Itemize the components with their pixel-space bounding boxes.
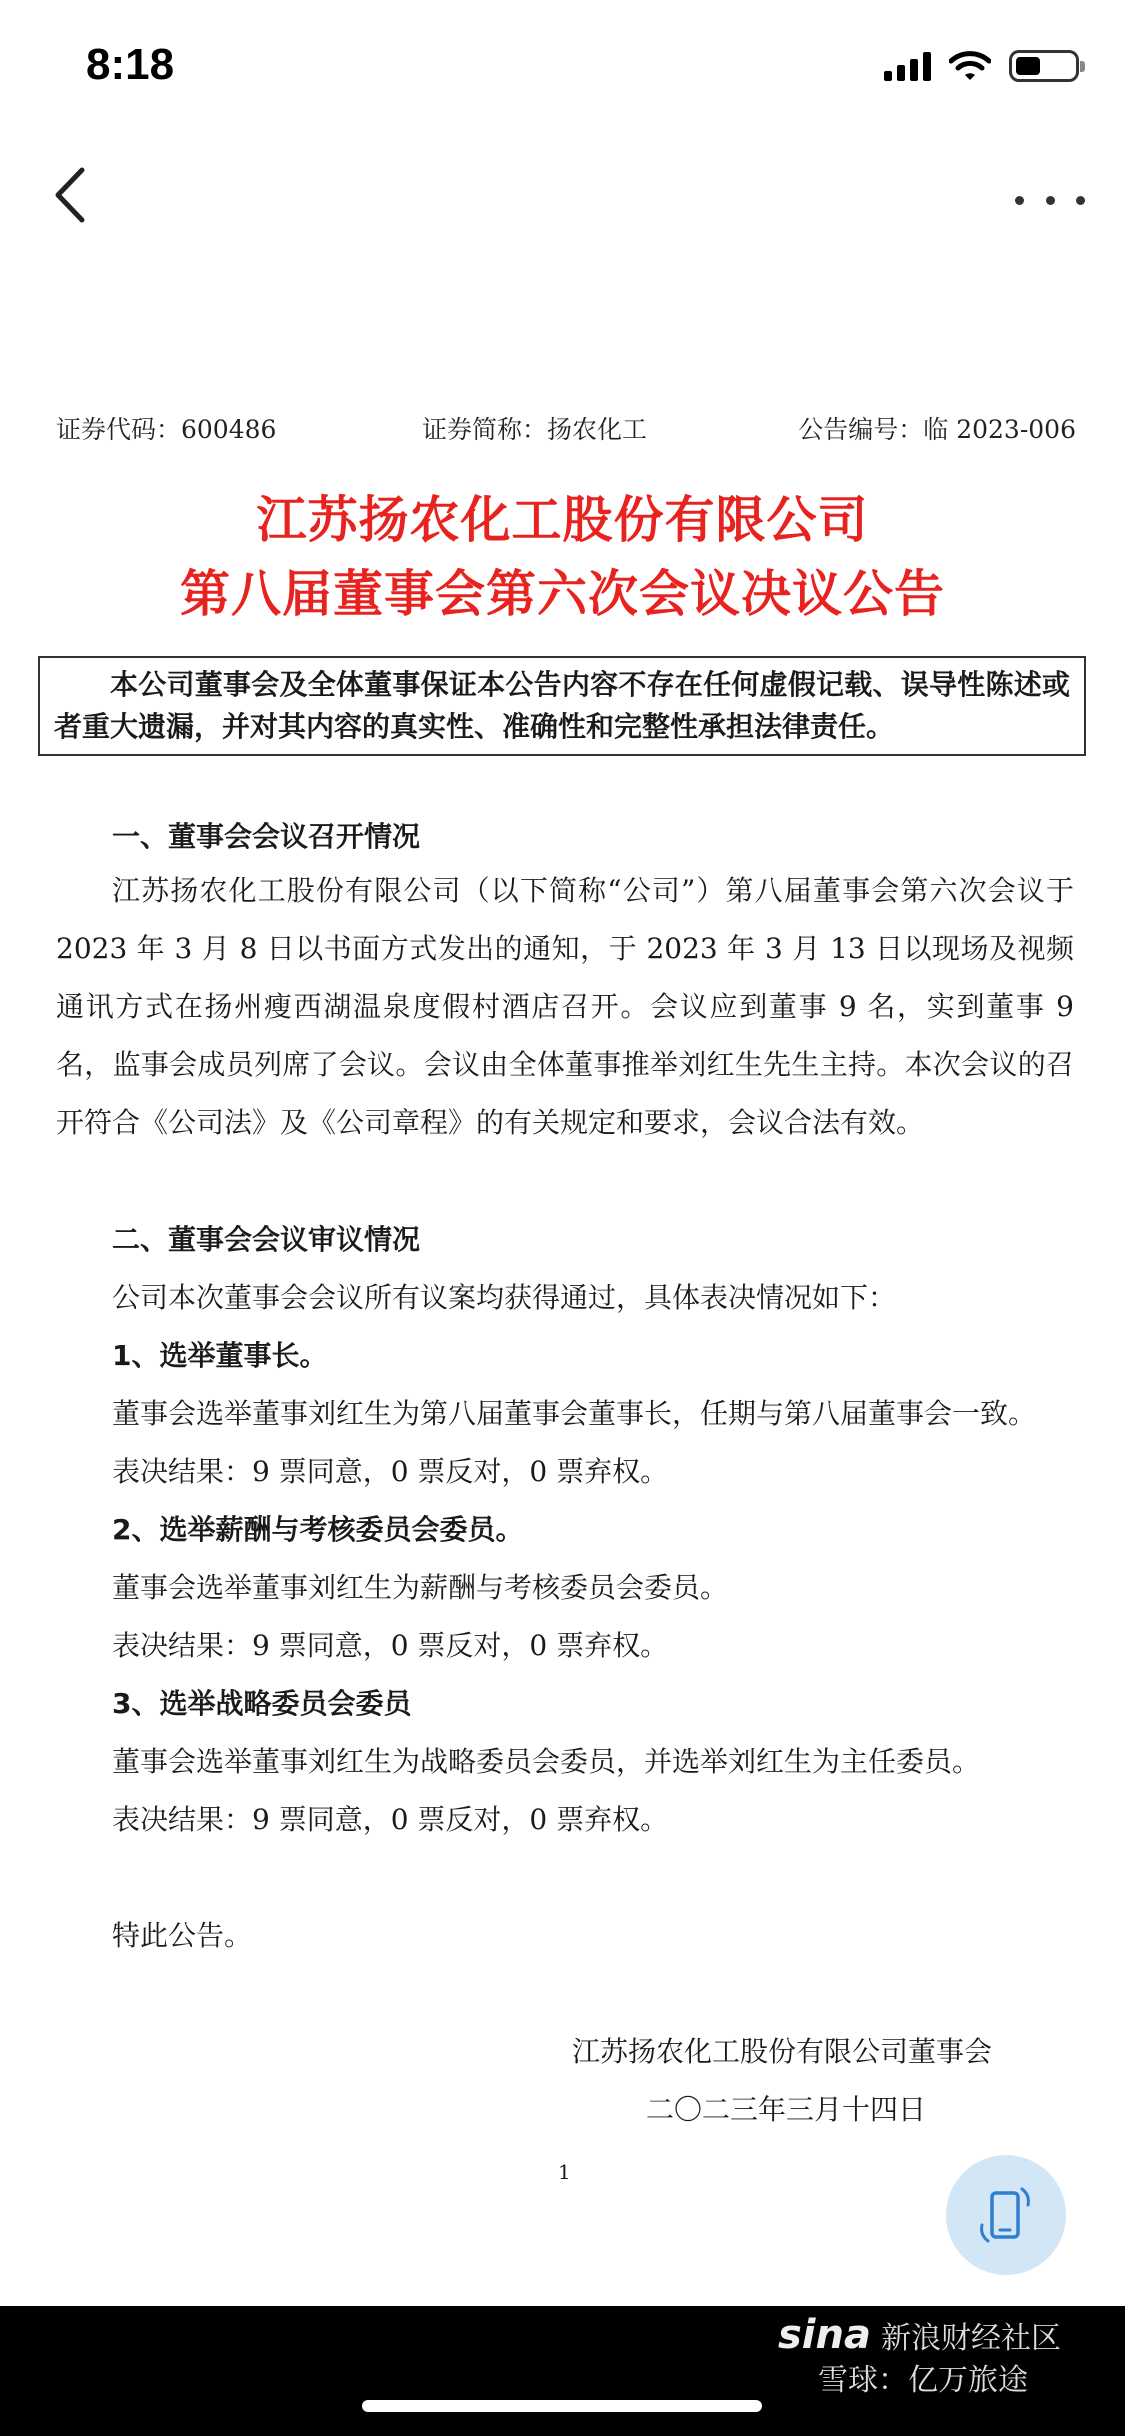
home-indicator[interactable] — [362, 2400, 762, 2412]
item1-text: 董事会选举董事刘红生为第八届董事会董事长，任期与第八届董事会一致。 — [112, 1397, 1037, 1430]
item1-title: 1、选举董事长。 — [112, 1339, 328, 1372]
statement-box: 本公司董事会及全体董事保证本公告内容不存在任何虚假记载、误导性陈述或者重大遗漏，并对其内容的真实性、准确性和完整性承担法律责任。 — [38, 656, 1086, 756]
phone-rotate-icon — [976, 2183, 1036, 2247]
status-icons — [884, 50, 1079, 82]
more-button[interactable] — [1015, 180, 1085, 220]
watermark-line2: 雪球：亿万旅途 — [818, 2363, 1028, 2398]
signal-icon — [884, 51, 931, 81]
wifi-icon — [949, 50, 991, 82]
back-button[interactable] — [44, 160, 104, 230]
sina-logo: sina — [778, 2312, 871, 2358]
item3-title: 3、选举战略委员会委员 — [112, 1687, 412, 1720]
signature: 江苏扬农化工股份有限公司董事会 — [572, 2035, 993, 2068]
section2-heading: 二、董事会会议审议情况 — [112, 1223, 421, 1256]
closing-text: 特此公告。 — [112, 1919, 253, 1952]
watermark-line1: 新浪财经社区 — [881, 2321, 1061, 2356]
signature-date: 二〇二三年三月十四日 — [646, 2093, 927, 2126]
rotate-view-button[interactable] — [946, 2155, 1066, 2275]
doc-title-subject: 第八届董事会第六次会议决议公告 — [180, 565, 945, 623]
security-code: 证券代码：600486 — [56, 415, 277, 444]
section2-intro: 公司本次董事会会议所有议案均获得通过，具体表决情况如下： — [112, 1281, 897, 1314]
chevron-left-icon — [44, 160, 104, 230]
section1-heading: 一、董事会会议召开情况 — [112, 820, 421, 853]
notice-number: 公告编号：临 2023-006 — [798, 415, 1076, 444]
item2-title: 2、选举薪酬与考核委员会委员。 — [112, 1513, 524, 1546]
item2-text: 董事会选举董事刘红生为薪酬与考核委员会委员。 — [112, 1571, 729, 1604]
more-dots-icon — [1015, 196, 1024, 205]
item2-result: 表决结果：9 票同意，0 票反对，0 票弃权。 — [112, 1629, 669, 1662]
doc-title-company: 江苏扬农化工股份有限公司 — [256, 491, 869, 549]
section1-body: 江苏扬农化工股份有限公司（以下简称“公司”）第八届董事会第六次会议于 2023 年 3 月 8 日以书面方式发出的通知，于 2023 年 3 月 13 日以现场及视频通讯方式在扬州瘦西湖温泉度假村酒店召开。会议应到董事 9 名，实到董事 9 名，监事会成员列席了会议。会议由全体董事推举刘红生先生主持。本次会议的召开符合《公司法》及《公司章程》的有关规定和要求，会议合法有效。 — [56, 874, 1074, 1139]
status-time: 8:18 — [86, 40, 175, 89]
watermark — [778, 2314, 1061, 2402]
item3-result: 表决结果：9 票同意，0 票反对，0 票弃权。 — [112, 1803, 669, 1836]
item1-result: 表决结果：9 票同意，0 票反对，0 票弃权。 — [112, 1455, 669, 1488]
battery-icon — [1009, 50, 1079, 82]
page-number: 1 — [558, 2160, 571, 2184]
security-short-name: 证券简称：扬农化工 — [422, 415, 648, 444]
item3-text: 董事会选举董事刘红生为战略委员会委员，并选举刘红生为主任委员。 — [112, 1745, 981, 1778]
